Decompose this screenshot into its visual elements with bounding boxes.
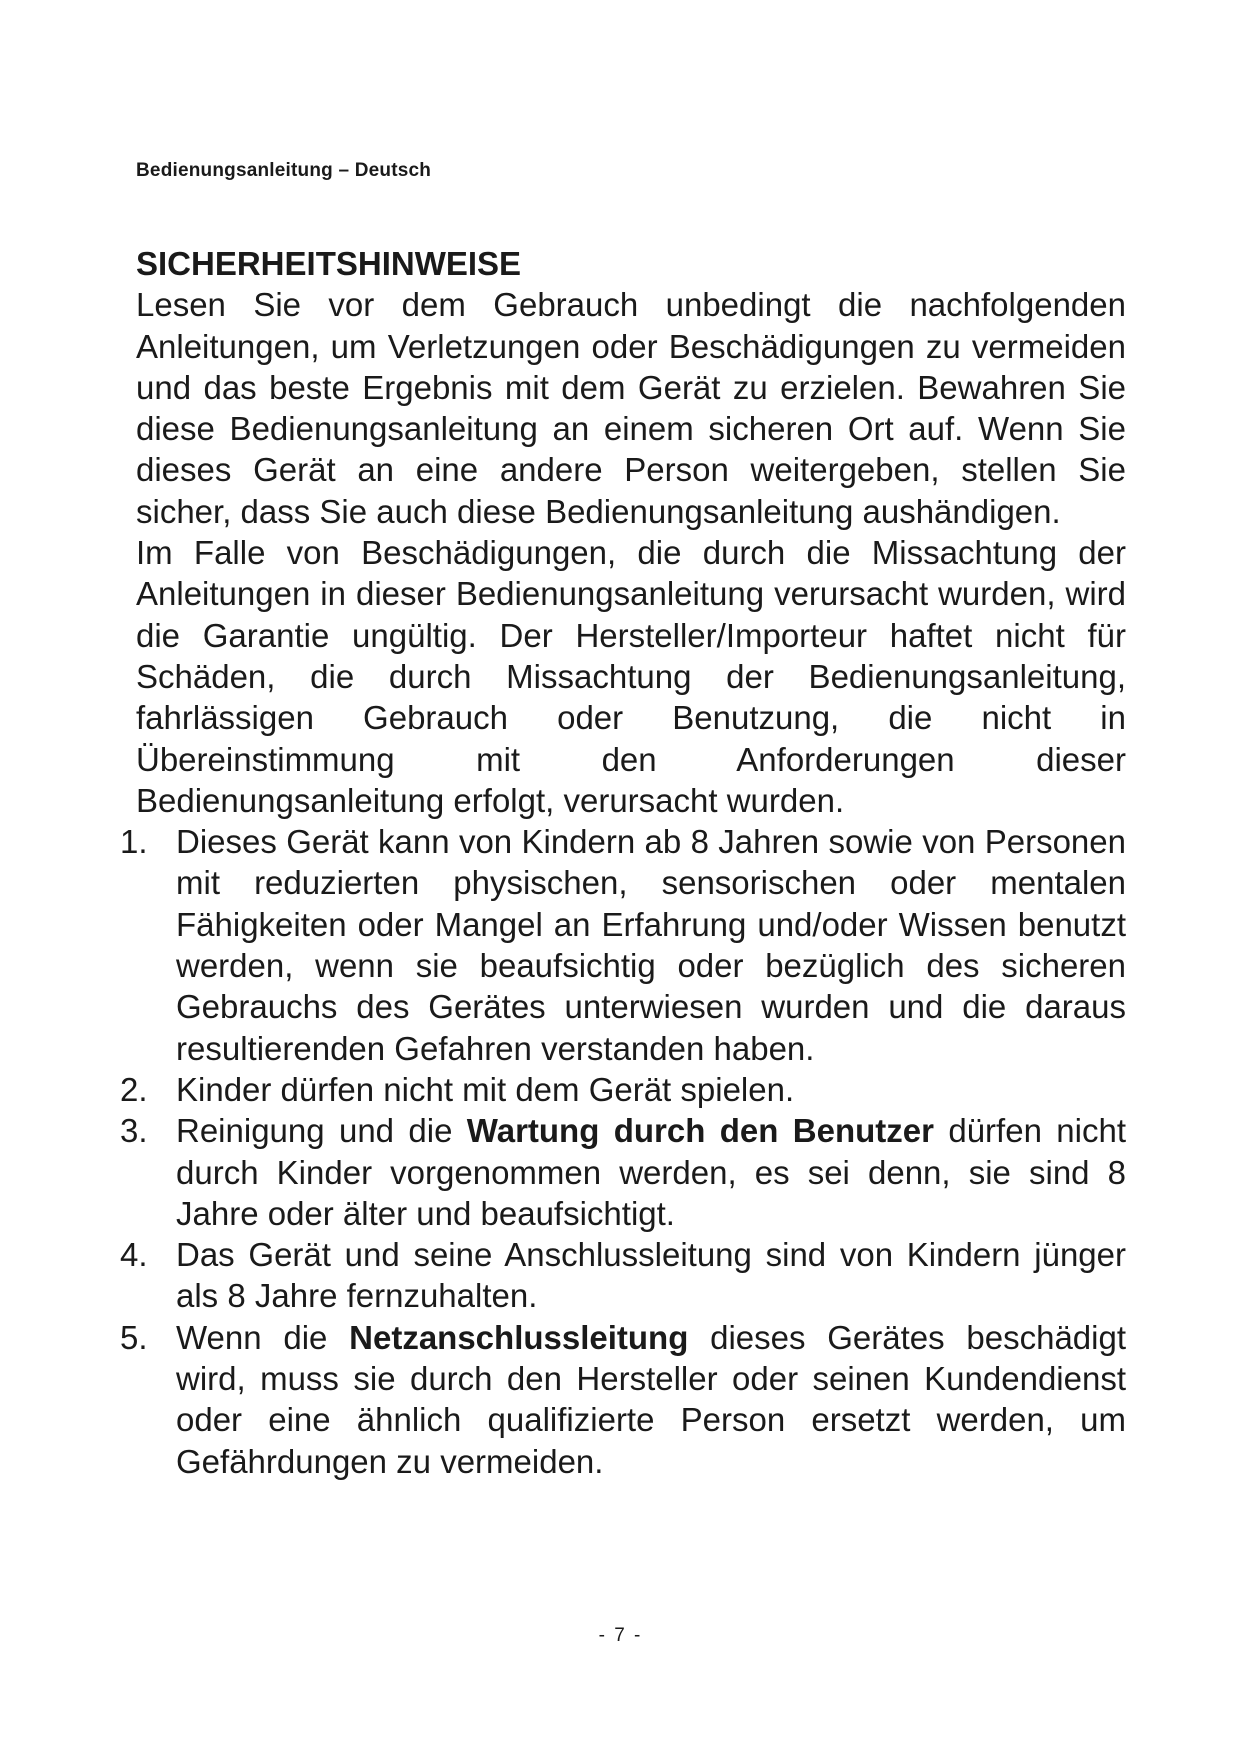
- intro-paragraph: Lesen Sie vor dem Gebrauch unbedingt die nachfolgenden Anleitungen, um Verletzungen oder Beschädigungen zu vermeiden und das beste Ergebnis mit dem Gerät zu erzielen. Bewahren Sie diese Bedienungsanleitung an einem sicheren Ort auf. Wenn Sie dieses Gerät an eine andere Person weitergeben, stellen Sie sicher, dass Sie auch diese Bedienungsanleitung aushändigen.: [136, 286, 1126, 530]
- list-item: [120, 821, 1126, 1069]
- list-item: [120, 1110, 1126, 1234]
- list-item-number: 2.: [120, 1070, 148, 1108]
- list-item-emphasis: Wartung durch den Benutzer: [466, 1112, 934, 1150]
- list-item-text-start: Reinigung und die: [176, 1112, 467, 1150]
- warranty-paragraph: Im Falle von Beschädigungen, die durch die Missachtung der Anleitungen in dieser Bedienungsanleitung verursacht wurden, wird die Garantie ungültig. Der Hersteller/Importeur haftet nicht für Schäden, die durch Missachtung der Bedienungsanleitung, fahrlässigen Gebrauch oder Benutzung, die nicht in Übereinstimmung mit den Anforderungen dieser Bedienungsanleitung erfolgt, verursacht wurden.: [136, 534, 1126, 819]
- list-item-text: Das Gerät und seine Anschlussleitung sind von Kindern jünger als 8 Jahre fernzuhalten.: [176, 1236, 1126, 1315]
- page-number: - 7 -: [598, 1625, 643, 1646]
- list-item-number: 4.: [120, 1236, 148, 1274]
- list-item: [120, 1234, 1126, 1317]
- list-item: [120, 1069, 1126, 1110]
- list-item-text-start: Wenn die: [176, 1318, 350, 1356]
- list-item-text-end: dürfen nicht durch Kinder vorgenommen werden, es sei denn, sie sind 8 Jahre oder älter und beaufsichtigt.: [176, 1112, 1126, 1232]
- safety-list: [120, 821, 1126, 1482]
- list-item: [120, 1317, 1126, 1482]
- section-title: SICHERHEITSHINWEISE: [136, 245, 522, 282]
- list-item-number: 1.: [120, 823, 148, 861]
- list-item-text-end: dieses Gerätes beschädigt wird, muss sie durch den Hersteller oder seinen Kundendienst oder eine ähnlich qualifizierte Person ersetzt werden, um Gefährdungen zu vermeiden.: [176, 1318, 1126, 1480]
- safety-section: [120, 243, 1126, 1482]
- list-item-number: 3.: [120, 1112, 148, 1150]
- list-item-text: Dieses Gerät kann von Kindern ab 8 Jahren sowie von Personen mit reduzierten physischen, sensorischen oder mentalen Fähigkeiten oder Mangel an Erfahrung und/oder Wissen benutzt werden, wenn sie beaufsichtig oder bezüglich des sicheren Gebrauchs des Gerätes unterwiesen wurden und die daraus resultierenden Gefahren verstanden haben.: [176, 823, 1126, 1067]
- list-item-emphasis: Netzanschlussleitung: [349, 1318, 689, 1356]
- running-header: Bedienungsanleitung – Deutsch: [136, 160, 432, 181]
- list-item-text: Kinder dürfen nicht mit dem Gerät spielen.: [176, 1070, 795, 1108]
- list-item-number: 5.: [120, 1318, 148, 1356]
